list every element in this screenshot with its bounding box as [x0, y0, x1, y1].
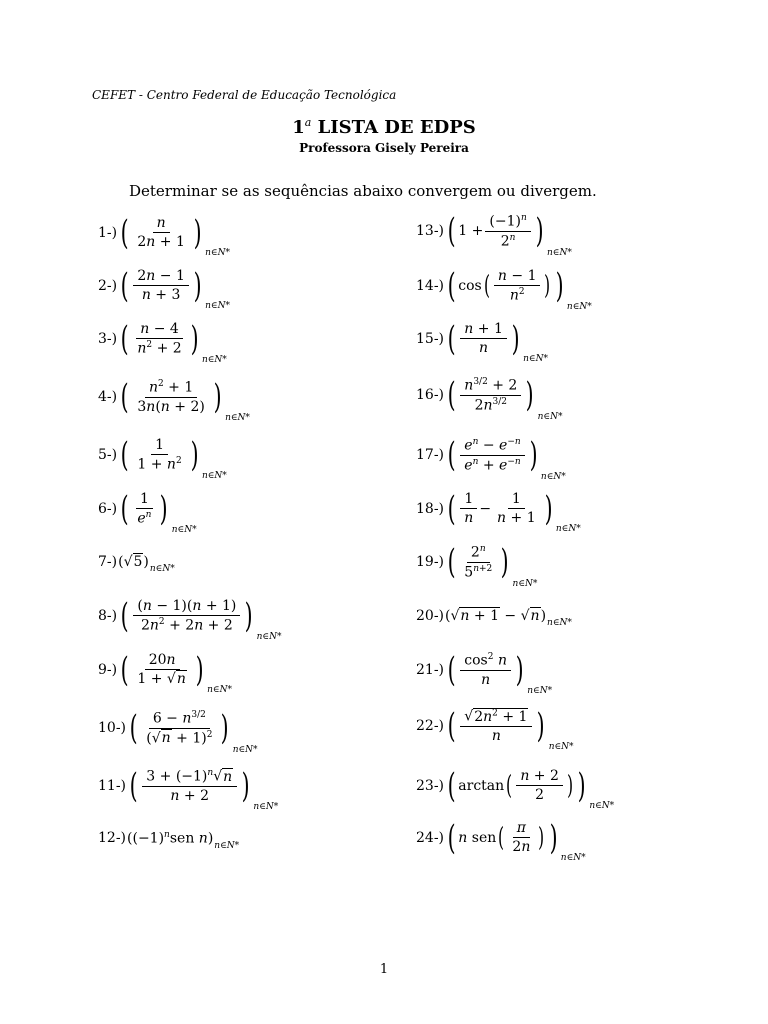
exercise-10: 10-) ( $\frac{6 - n^{3/2}}{(√n + 1)^2}$ ) n∈N* — [98, 708, 258, 755]
exercise-label: 16-) — [416, 387, 445, 404]
exercise-label: 23-) — [416, 777, 445, 794]
exercise-8: 8-) ( $\frac{(n - 1)(n + 1)}{2n^2 + 2n + 2}$ ) n∈N* — [98, 595, 282, 642]
exercise-label: 3-) — [98, 330, 118, 347]
exercise-18: 18-) ( $\frac{1}{n}$ − $\frac{1}{n + 1}$ ) n∈N* — [416, 488, 581, 535]
exercise-19: 19-) ( $\frac{2^n}{5^{n+2}}$ ) n∈N* — [416, 542, 538, 589]
page-title — [0, 116, 768, 138]
professor-name: Professora Gisely Pereira — [299, 141, 469, 155]
page-number: 1 — [379, 962, 389, 977]
exercise-label: 19-) — [416, 554, 445, 571]
title-main: LISTA DE EDPS — [317, 117, 476, 138]
institution-header: CEFET - Centro Federal de Educação Tecnológica — [92, 88, 397, 102]
exercise-13: 13-) ( 1 + $\frac{(-1)^n}{2^n}$ ) n∈N* — [416, 211, 572, 258]
exercise-20: 20-) (√n + 1 − √n) n∈N* — [416, 608, 572, 628]
exercise-22: 22-) ( $\frac{√2n^2 + 1}{n}$ ) n∈N* — [416, 705, 574, 752]
exercise-label: 20-) — [416, 608, 445, 624]
exercise-label: 6-) — [98, 500, 118, 517]
exercise-label: 4-) — [98, 388, 118, 405]
exercise-label: 5-) — [98, 446, 118, 463]
exercise-label: 17-) — [416, 447, 445, 464]
exercise-6: 6-) ( $\frac{1}{e^n}$ ) n∈N* — [98, 488, 197, 535]
exercise-label: 12-) — [98, 830, 127, 847]
exercise-label: 24-) — [416, 829, 445, 846]
exercise-9: 9-) ( $\frac{20n}{1 + √n}$ ) n∈N* — [98, 649, 232, 696]
instruction-text: Determinar se as sequências abaixo convergem ou divergem. — [129, 182, 597, 200]
exercise-label: 9-) — [98, 661, 118, 678]
exercise-24: 24-) ( n sen ( $\frac{\pi}{2n}$ ) ) n∈N* — [416, 817, 586, 864]
exercise-1: 1-) ( $\frac{n}{2n + 1}$ ) n∈N* — [98, 212, 230, 259]
exercise-15: 15-) ( $\frac{n + 1}{n}$ ) n∈N* — [416, 318, 548, 365]
exercise-label: 13-) — [416, 223, 445, 240]
exercise-16: 16-) ( $\frac{n^{3/2} + 2}{2n^{3/2}}$ ) n∈N* — [416, 375, 563, 422]
exercise-label: 2-) — [98, 277, 118, 294]
exercise-7: 7-) (√5) n∈N* — [98, 554, 175, 574]
exercise-label: 8-) — [98, 607, 118, 624]
exercise-11: 11-) ( $\frac{3 + (-1)^n√n}{n + 2}$ ) n∈N* — [98, 765, 279, 812]
exercise-14: 14-) ( cos ( $\frac{n - 1}{n^2}$ ) ) n∈N* — [416, 265, 592, 312]
exercise-label: 14-) — [416, 277, 445, 294]
title-prefix: 1 — [292, 117, 305, 138]
exercise-3: 3-) ( $\frac{n - 4}{n^2 + 2}$ ) n∈N* — [98, 318, 227, 365]
exercise-5: 5-) ( $\frac{1}{1 + n^2}$ ) n∈N* — [98, 434, 227, 481]
exercise-label: 11-) — [98, 777, 127, 794]
exercise-21: 21-) ( $\frac{\cos^2 n}{n}$ ) n∈N* — [416, 649, 553, 696]
exercise-label: 10-) — [98, 720, 127, 737]
exercise-23: 23-) ( arctan ( $\frac{n + 2}{2}$ ) ) n∈N* — [416, 765, 615, 812]
exercise-17: 17-) ( $\frac{e^n - e^{-n}}{e^n + e^{-n}}$ ) n∈N* — [416, 435, 566, 482]
exercise-label: 21-) — [416, 661, 445, 678]
exercise-label: 1-) — [98, 224, 118, 241]
exercise-label: 7-) — [98, 554, 118, 570]
exercise-12: 12-) ($(-1)^nsen$ n) n∈N* — [98, 830, 240, 851]
exercise-label: 15-) — [416, 330, 445, 347]
exercise-label: 18-) — [416, 500, 445, 517]
exercise-4: 4-) ( $\frac{n^2 + 1}{3n(n + 2)}$ ) n∈N* — [98, 376, 250, 423]
title-sup: a — [304, 116, 312, 129]
exercise-2: 2-) ( $\frac{2n - 1}{n + 3}$ ) n∈N* — [98, 265, 230, 312]
exercise-label: 22-) — [416, 717, 445, 734]
